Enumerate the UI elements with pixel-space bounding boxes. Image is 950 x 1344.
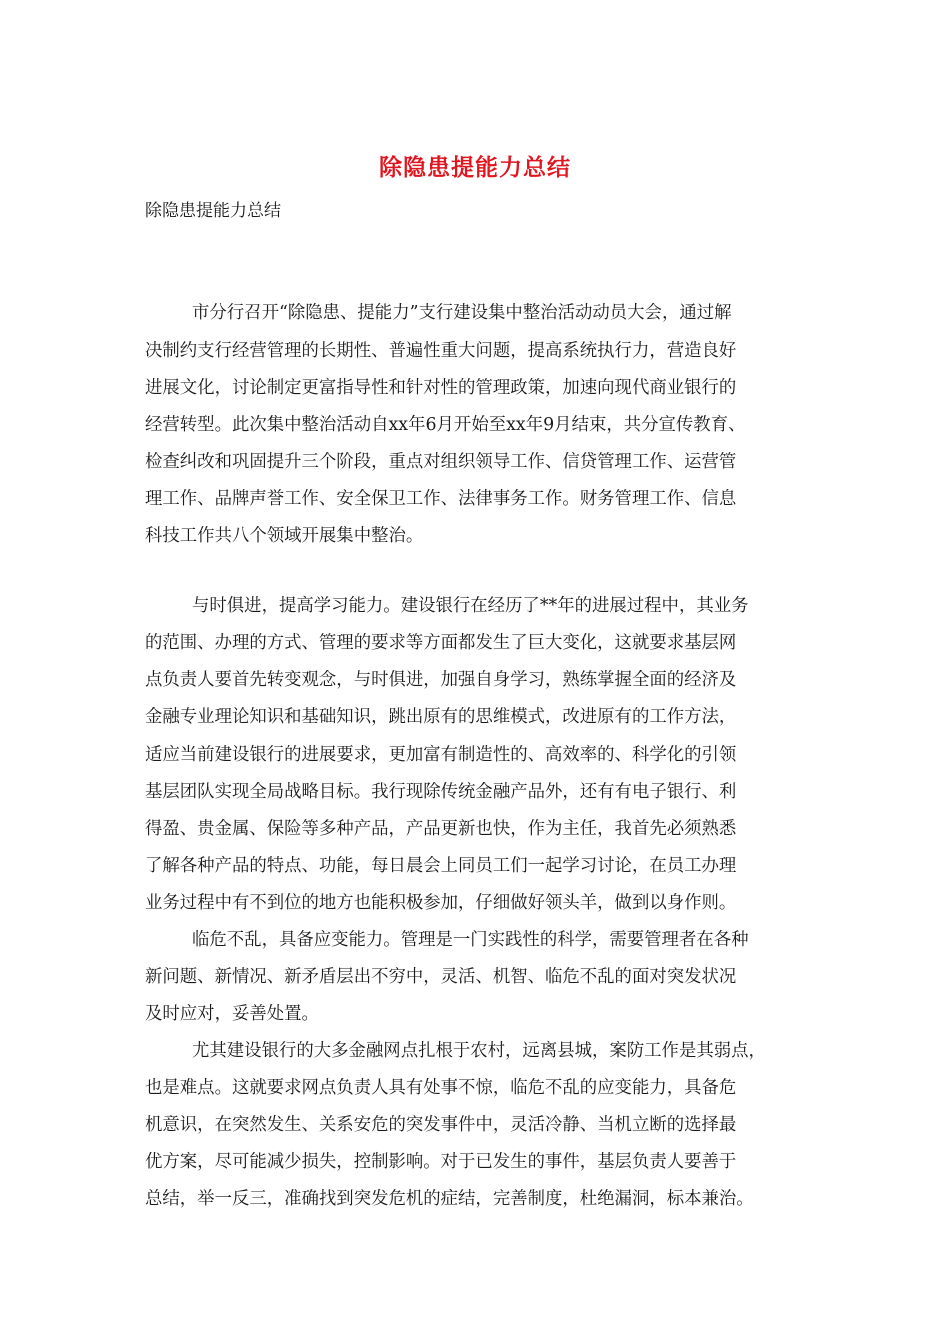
paragraph-1-line-6: 理工作、品牌声誉工作、安全保卫工作、法律事务工作。财务管理工作、信息	[145, 489, 737, 509]
paragraph-1-line-2: 决制约支行经营管理的长期性、普遍性重大问题，提高系统执行力，营造良好	[145, 341, 737, 361]
paragraph-2-line-1: 与时俱进，提高学习能力。建设银行在经历了**年的进展过程中，其业务	[192, 596, 749, 616]
paragraph-3-line-2: 新问题、新情况、新矛盾层出不穷中，灵活、机智、临危不乱的面对突发状况	[145, 967, 737, 987]
paragraph-3-line-1: 临危不乱，具备应变能力。管理是一门实践性的科学，需要管理者在各种	[192, 930, 749, 950]
paragraph-2-line-8: 了解各种产品的特点、功能，每日晨会上同员工们一起学习讨论，在员工办理	[145, 856, 737, 876]
paragraph-2-line-2: 的范围、办理的方式、管理的要求等方面都发生了巨大变化，这就要求基层网	[145, 633, 737, 653]
paragraph-2-line-9: 业务过程中有不到位的地方也能积极参加，仔细做好领头羊，做到以身作则。	[145, 893, 737, 913]
paragraph-1-line-1: 市分行召开“除隐患、提能力”支行建设集中整治活动动员大会，通过解	[192, 303, 732, 323]
paragraph-2-line-6: 基层团队实现全局战略目标。我行现除传统金融产品外，还有有电子银行、利	[145, 782, 737, 802]
paragraph-4-line-5: 总结，举一反三，准确找到突发危机的症结，完善制度，杜绝漏洞，标本兼治。	[145, 1189, 754, 1209]
paragraph-4-line-3: 机意识，在突然发生、关系安危的突发事件中，灵活冷静、当机立断的选择最	[145, 1115, 737, 1135]
paragraph-1-line-7: 科技工作共八个领域开展集中整治。	[145, 526, 424, 546]
paragraph-2-line-7: 得盈、贵金属、保险等多种产品，产品更新也快，作为主任，我首先必须熟悉	[145, 819, 737, 839]
paragraph-2-line-4: 金融专业理论知识和基础知识，跳出原有的思维模式，改进原有的工作方法，	[145, 707, 737, 727]
document-subtitle: 除隐患提能力总结	[145, 201, 281, 221]
paragraph-1-line-3: 进展文化，讨论制定更富指导性和针对性的管理政策，加速向现代商业银行的	[145, 378, 737, 398]
document-title: 除隐患提能力总结	[379, 154, 571, 181]
paragraph-3-line-3: 及时应对，妥善处置。	[145, 1004, 319, 1024]
paragraph-1-line-4: 经营转型。此次集中整治活动自xx年6月开始至xx年9月结束，共分宣传教育、	[145, 415, 746, 435]
paragraph-2-line-5: 适应当前建设银行的进展要求，更加富有制造性的、高效率的、科学化的引领	[145, 745, 737, 765]
paragraph-4-line-1: 尤其建设银行的大多金融网点扎根于农村，远离县城，案防工作是其弱点，	[192, 1041, 766, 1061]
paragraph-1-line-5: 检查纠改和巩固提升三个阶段，重点对组织领导工作、信贷管理工作、运营管	[145, 452, 737, 472]
paragraph-4-line-4: 优方案，尽可能减少损失，控制影响。对于已发生的事件，基层负责人要善于	[145, 1152, 737, 1172]
paragraph-2-line-3: 点负责人要首先转变观念，与时俱进，加强自身学习，熟练掌握全面的经济及	[145, 670, 737, 690]
paragraph-4-line-2: 也是难点。这就要求网点负责人具有处事不惊，临危不乱的应变能力，具备危	[145, 1078, 737, 1098]
